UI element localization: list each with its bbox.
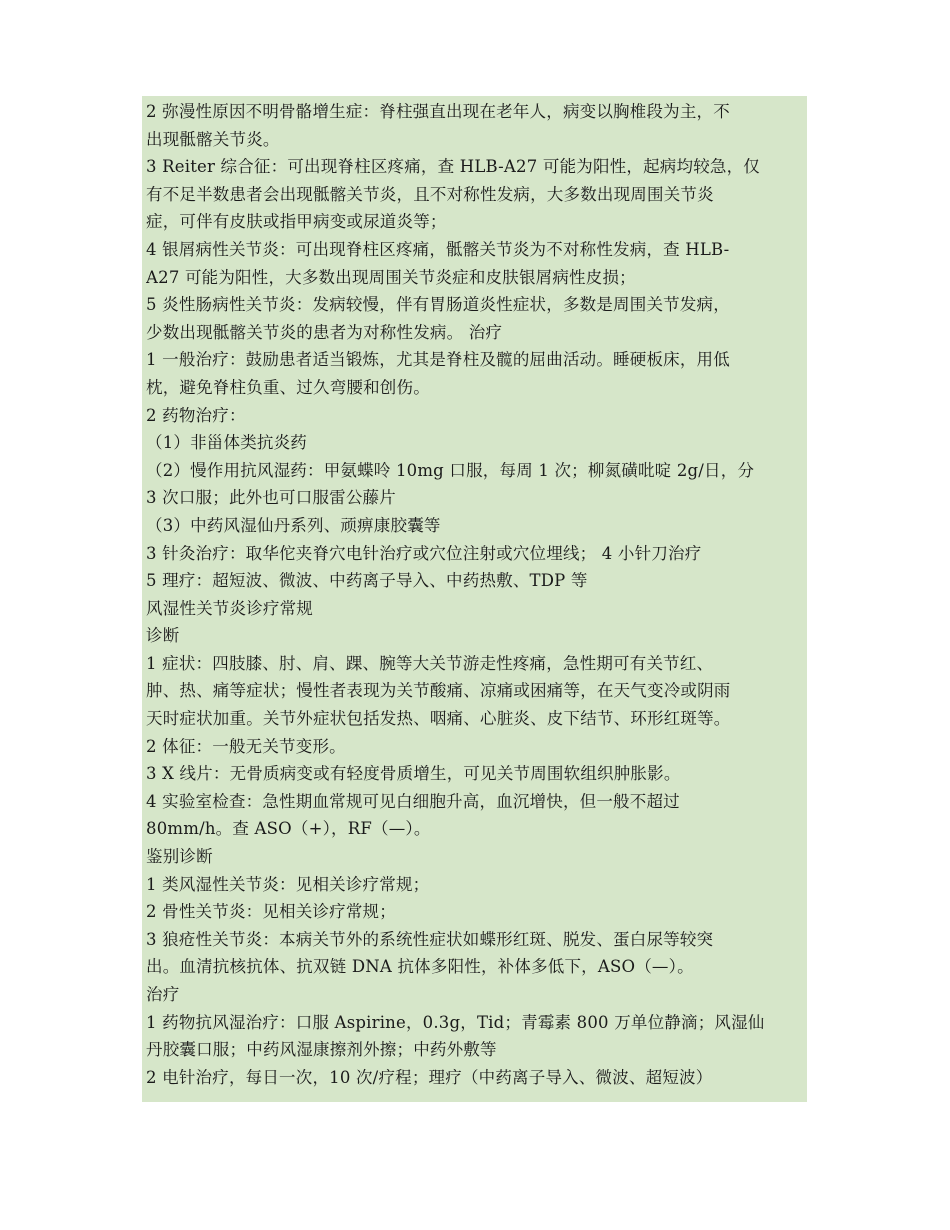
text-line: 5 理疗：超短波、微波、中药离子导入、中药热敷、TDP 等 — [146, 571, 588, 591]
text-line: （2）慢作用抗风湿药：甲氨蝶呤 10mg 口服，每周 1 次；柳氮磺吡啶 2g/日，分 — [146, 460, 755, 480]
document-text-block — [142, 96, 807, 1102]
text-line: 丹胶囊口服；中药风湿康擦剂外擦；中药外敷等 — [146, 1040, 497, 1060]
text-line: 有不足半数患者会出现骶髂关节炎，且不对称性发病，大多数出现周围关节炎 — [146, 184, 714, 204]
text-line: （1）非甾体类抗炎药 — [146, 433, 307, 453]
text-line: 出现骶髂关节炎。 — [146, 129, 280, 149]
text-line: 枕，避免脊柱负重、过久弯腰和创伤。 — [146, 377, 430, 397]
text-line: 2 药物治疗： — [146, 405, 246, 425]
text-line: 3 X 线片：无骨质病变或有轻度骨质增生，可见关节周围软组织肿胀影。 — [146, 764, 681, 784]
text-line: 天时症状加重。关节外症状包括发热、咽痛、心脏炎、皮下结节、环形红斑等。 — [146, 709, 731, 729]
text-line: 1 症状：四肢膝、肘、肩、踝、腕等大关节游走性疼痛，急性期可有关节红、 — [146, 653, 714, 673]
text-line: 4 实验室检查：急性期血常规可见白细胞升高，血沉增快，但一般不超过 — [146, 791, 680, 811]
text-line: 少数出现骶髂关节炎的患者为对称性发病。 治疗 — [146, 322, 503, 342]
text-line: 诊断 — [146, 626, 180, 646]
text-line: （3）中药风湿仙丹系列、顽痹康胶囊等 — [146, 515, 441, 535]
text-line: 出。血清抗核抗体、抗双链 DNA 抗体多阳性，补体多低下，ASO（—）。 — [146, 957, 694, 977]
text-line: 3 狼疮性关节炎：本病关节外的系统性症状如蝶形红斑、脱发、蛋白尿等较突 — [146, 929, 714, 949]
text-line: 治疗 — [146, 985, 180, 1004]
text-line: 4 银屑病性关节炎：可出现脊柱区疼痛，骶髂关节炎为不对称性发病，查 HLB- — [146, 239, 730, 259]
text-line: 症，可伴有皮肤或指甲病变或尿道炎等； — [146, 212, 447, 232]
text-line: 1 类风湿性关节炎：见相关诊疗常规； — [146, 874, 430, 894]
text-line: 2 弥漫性原因不明骨骼增生症：脊柱强直出现在老年人，病变以胸椎段为主，不 — [146, 102, 730, 121]
text-line: 1 药物抗风湿治疗：口服 Aspirine，0.3g，Tid；青霉素 800 万单位静滴；风湿仙 — [146, 1012, 765, 1032]
text-line: 80mm/h。查 ASO（+），RF（—）。 — [146, 819, 431, 839]
text-line: 风湿性关节炎诊疗常规 — [146, 598, 313, 618]
text-line: 2 电针治疗，每日一次，10 次/疗程；理疗（中药离子导入、微波、超短波） — [146, 1067, 713, 1087]
text-line: 1 一般治疗：鼓励患者适当锻炼，尤其是脊柱及髋的屈曲活动。睡硬板床，用低 — [146, 350, 730, 370]
text-line: 5 炎性肠病性关节炎：发病较慢，伴有胃肠道炎性症状，多数是周围关节发病， — [146, 295, 730, 315]
text-line: 肿、热、痛等症状；慢性者表现为关节酸痛、凉痛或困痛等，在天气变冷或阴雨 — [146, 681, 731, 701]
text-line: 2 骨性关节炎：见相关诊疗常规； — [146, 902, 396, 922]
text-line: 3 针灸治疗：取华佗夹脊穴电针治疗或穴位注射或穴位埋线； 4 小针刀治疗 — [146, 543, 702, 563]
text-line: 3 次口服；此外也可口服雷公藤片 — [146, 488, 396, 508]
text-line: A27 可能为阳性，大多数出现周围关节炎症和皮肤银屑病性皮损； — [146, 267, 636, 287]
text-line: 鉴别诊断 — [146, 847, 213, 867]
text-line: 2 体征：一般无关节变形。 — [146, 736, 346, 756]
text-line: 3 Reiter 综合征：可出现脊柱区疼痛，查 HLB-A27 可能为阳性，起病均较急，仅 — [146, 157, 760, 177]
